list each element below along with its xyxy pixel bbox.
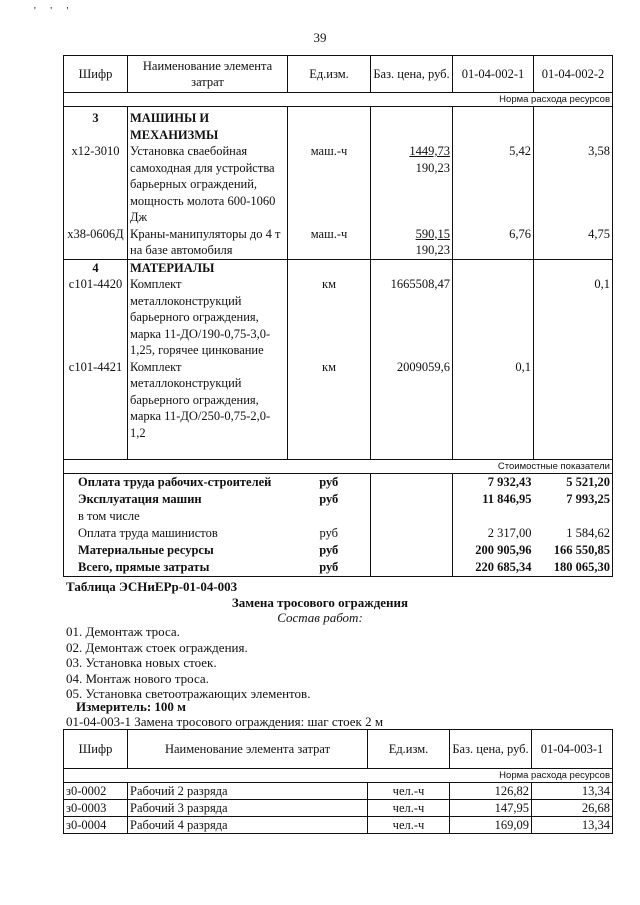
cost-unit: руб (319, 492, 339, 506)
resource-table-01-04-003 (63, 729, 613, 834)
row-price-bottom: 190,23 (415, 243, 450, 257)
row-value-2: 0,1 (534, 276, 613, 359)
section-number: 3 (92, 111, 99, 125)
row-code: х38-0606Д (64, 226, 128, 260)
row-name: Установка сваебойная самоходная для устройства барьерных ограждений, мощность молота 600-1060 Дж (128, 143, 288, 226)
work-composition-heading: Состав работ: (277, 610, 363, 625)
cost-value-1: 200 905,96 (475, 543, 532, 557)
row-name: Комплект металлоконструкций барьерного ограждения, марка 11-ДО/250-0,75-2,0-1,2 (128, 359, 288, 442)
row-name: Краны-манипуляторы до 4 т на базе автомобиля (128, 226, 288, 260)
section-title: МАШИНЫ И МЕХАНИЗМЫ (130, 111, 219, 142)
resource-table-01-04-002 (63, 55, 613, 577)
list-item: 02. Демонтаж стоек ограждения. (66, 639, 248, 655)
page-number: 39 (313, 30, 327, 45)
row-price: 147,95 (450, 800, 532, 817)
table-row (64, 525, 613, 542)
section-title: МАТЕРИАЛЫ (130, 260, 215, 275)
row-value-1: 0,1 (453, 359, 534, 442)
table-row (64, 143, 613, 226)
norm-row (64, 769, 613, 783)
row-value-1: 6,76 (453, 226, 534, 260)
section-number: 4 (92, 260, 99, 275)
row-unit: чел.-ч (368, 800, 450, 817)
header-price: Баз. цена, руб. (450, 730, 532, 769)
header-unit: Ед.изм. (368, 730, 450, 769)
row-unit: маш.-ч (288, 226, 371, 260)
row-value-1: 5,42 (453, 143, 534, 226)
list-item: 05. Установка светоотражающих элементов. (66, 686, 311, 701)
header-col-002-2: 01-04-002-2 (534, 56, 613, 93)
cost-unit: руб (319, 526, 339, 540)
measure-unit: Измеритель: 100 м (76, 699, 187, 714)
norm-row (64, 93, 613, 107)
table-header-row (64, 730, 613, 769)
table-title: Таблица ЭСНиЕРр-01-04-003 (66, 579, 238, 594)
table-row (64, 542, 613, 559)
table-row (64, 259, 613, 276)
header-name: Наименование элемента затрат (128, 56, 288, 93)
table-header-row (64, 56, 613, 93)
cost-value-2: 166 550,85 (534, 542, 613, 559)
row-code: з0-0003 (64, 800, 128, 817)
table-row (64, 508, 613, 525)
row-code: с101-4420 (64, 276, 128, 359)
cost-name: Всего, прямые затраты (64, 559, 288, 577)
row-price: 126,82 (450, 783, 532, 800)
norm-label: Норма расхода ресурсов (64, 769, 613, 783)
work-list (66, 624, 310, 702)
header-unit: Ед.изм. (288, 56, 371, 93)
cost-value-2: 1 584,62 (534, 525, 613, 542)
cost-unit: руб (319, 475, 339, 489)
row-name: Рабочий 3 разряда (128, 800, 368, 817)
row-unit: чел.-ч (368, 817, 450, 834)
cost-indicators-label: Стоимостные показатели (64, 460, 613, 474)
header-col-003-1: 01-04-003-1 (532, 730, 613, 769)
row-code: з0-0004 (64, 817, 128, 834)
table-row (64, 359, 613, 442)
cost-value-2: 180 065,30 (534, 559, 613, 577)
header-code: Шифр (64, 56, 128, 93)
cost-indicators-row (64, 460, 613, 474)
cost-value-1: 11 846,95 (482, 492, 532, 506)
row-value-1 (453, 276, 534, 359)
cost-value-2: 7 993,25 (534, 491, 613, 508)
row-code: с101-4421 (64, 359, 128, 442)
row-value: 13,34 (532, 817, 613, 834)
cost-value-2: 5 521,20 (534, 474, 613, 492)
row-value: 26,68 (532, 800, 613, 817)
table-row (64, 226, 613, 260)
row-price: 1665508,47 (371, 276, 453, 359)
row-unit: чел.-ч (368, 783, 450, 800)
table-row (64, 491, 613, 508)
row-price: 2009059,6 (371, 359, 453, 442)
list-item: 03. Установка новых стоек. (66, 655, 217, 670)
row-value-2: 4,75 (534, 226, 613, 260)
cost-unit: руб (319, 543, 339, 557)
cost-value-1: 220 685,34 (453, 559, 534, 577)
row-price-top: 590,15 (415, 226, 450, 241)
table-row (64, 276, 613, 359)
row-price-top: 1449,73 (409, 144, 450, 158)
table-row (64, 817, 613, 834)
header-code: Шифр (64, 730, 128, 769)
norm-caption: 01-04-003-1 Замена тросового ограждения: шаг стоек 2 м (66, 714, 384, 729)
row-value-2: 3,58 (534, 143, 613, 226)
row-code: х12-3010 (64, 143, 128, 226)
row-name: Рабочий 2 разряда (128, 783, 368, 800)
row-price-bottom: 190,23 (415, 160, 450, 175)
cost-unit: руб (288, 559, 371, 577)
table-row (64, 107, 613, 144)
row-unit: маш.-ч (288, 143, 371, 226)
table-row (64, 800, 613, 817)
corner-marks: ' ' ' (34, 6, 75, 17)
cost-name: в том числе (64, 508, 288, 525)
cost-name: Эксплуатация машин (64, 491, 288, 508)
cost-value-1: 2 317,00 (487, 526, 532, 540)
row-unit: км (288, 359, 371, 442)
cost-name: Оплата труда рабочих-строителей (64, 474, 288, 492)
row-name: Комплект металлоконструкций барьерного ограждения, марка 11-ДО/190-0,75-3,0-1,25, горячее цинкование (128, 276, 288, 359)
header-name: Наименование элемента затрат (128, 730, 368, 769)
norm-label: Норма расхода ресурсов (64, 93, 613, 107)
table-row (64, 474, 613, 492)
cost-value-1: 7 932,43 (487, 475, 532, 489)
row-value: 13,34 (532, 783, 613, 800)
row-unit: км (288, 276, 371, 359)
cost-name: Материальные ресурсы (64, 542, 288, 559)
row-code: з0-0002 (64, 783, 128, 800)
table-row (64, 559, 613, 577)
row-price: 169,09 (450, 817, 532, 834)
work-name: Замена тросового ограждения (231, 595, 409, 610)
header-price: Баз. цена, руб. (371, 56, 453, 93)
row-name: Рабочий 4 разряда (128, 817, 368, 834)
list-item: 01. Демонтаж троса. (66, 624, 180, 639)
cost-name: Оплата труда машинистов (64, 525, 288, 542)
cost-summary (64, 474, 613, 577)
header-col-002-1: 01-04-002-1 (453, 56, 534, 93)
row-value-2 (534, 359, 613, 442)
table-row (64, 783, 613, 800)
list-item: 04. Монтаж нового троса. (66, 670, 209, 686)
